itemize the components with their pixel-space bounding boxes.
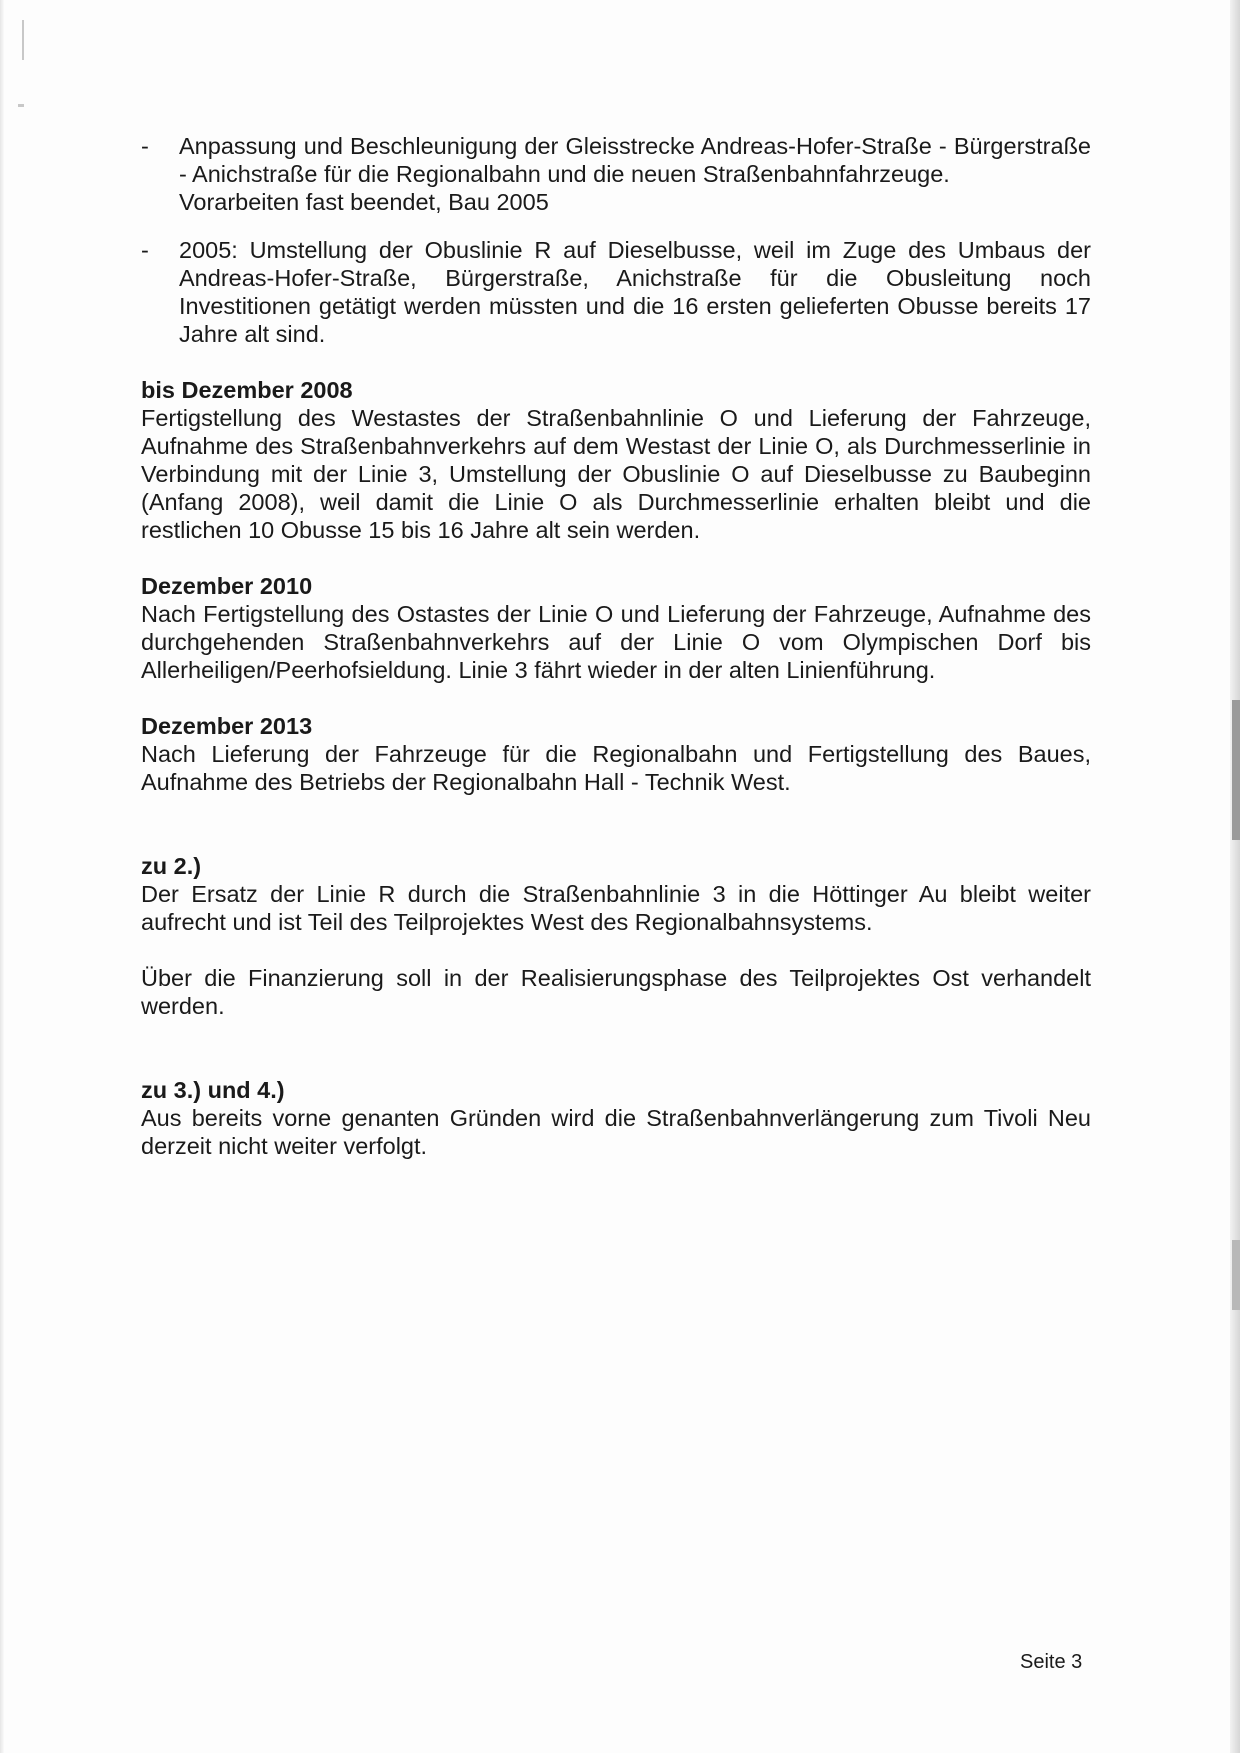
section-zu-2 xyxy=(141,852,1091,1020)
scan-shadow-band xyxy=(1232,1240,1240,1310)
bullet-text: 2005: Umstellung der Obuslinie R auf Dieselbusse, weil im Zuge des Umbaus der Andreas-Hofer-Straße, Bürgerstraße, Anichstraße für die Obusleitung noch Investitionen getätigt werden müssten und die 16 ersten gelieferten Obusse bereits 17 Jahre alt sind. xyxy=(179,237,1091,347)
section-paragraph: Fertigstellung des Westastes der Straßenbahnlinie O und Lieferung der Fahrzeuge, Aufnahme des Straßenbahnverkehrs auf dem Westast der Linie O, als Durchmesserlinie in Verbindung mit der Linie 3, Umstellung der Obuslinie O auf Dieselbusse zu Baubeginn (Anfang 2008), weil damit die Linie O als Durchmesserlinie erhalten bleibt und die restlichen 10 Obusse 15 bis 16 Jahre alt sein werden. xyxy=(141,405,1091,543)
scan-shadow-band xyxy=(1232,700,1240,840)
section-paragraph: Über die Finanzierung soll in der Realisierungsphase des Teilprojektes Ost verhandelt werden. xyxy=(141,965,1091,1019)
section-heading: zu 2.) xyxy=(141,853,202,879)
scan-mark xyxy=(18,104,24,107)
scan-mark xyxy=(22,20,24,60)
scan-edge-left xyxy=(0,0,4,1753)
document-body xyxy=(141,132,1091,1160)
bullet-item xyxy=(141,236,1091,348)
section-dezember-2008 xyxy=(141,376,1091,544)
bullet-text: Anpassung und Beschleunigung der Gleisstrecke Andreas-Hofer-Straße - Bürgerstraße - Anichstraße für die Regionalbahn und die neuen Straßenbahnfahrzeuge. xyxy=(179,133,1091,187)
section-heading: bis Dezember 2008 xyxy=(141,377,353,403)
section-paragraph: Aus bereits vorne genanten Gründen wird die Straßenbahnverlängerung zum Tivoli Neu derzeit nicht weiter verfolgt. xyxy=(141,1105,1091,1159)
section-heading: Dezember 2013 xyxy=(141,713,313,739)
section-heading: zu 3.) und 4.) xyxy=(141,1077,285,1103)
bullet-dash: - xyxy=(141,237,149,263)
section-zu-3-und-4 xyxy=(141,1076,1091,1160)
bullet-item xyxy=(141,132,1091,216)
scan-edge-right xyxy=(1230,0,1240,1753)
section-paragraph: Nach Fertigstellung des Ostastes der Linie O und Lieferung der Fahrzeuge, Aufnahme des durchgehenden Straßenbahnverkehrs auf der Linie O vom Olympischen Dorf bis Allerheiligen/Peerhofsieldung. Linie 3 fährt wieder in der alten Linienführung. xyxy=(141,601,1091,683)
section-paragraph: Der Ersatz der Linie R durch die Straßenbahnlinie 3 in die Höttinger Au bleibt weiter aufrecht und ist Teil des Teilprojektes West des Regionalbahnsystems. xyxy=(141,881,1091,935)
section-heading: Dezember 2010 xyxy=(141,573,313,599)
bullet-dash: - xyxy=(141,133,149,159)
bullet-note: Vorarbeiten fast beendet, Bau 2005 xyxy=(179,189,549,215)
section-dezember-2010 xyxy=(141,572,1091,684)
section-paragraph: Nach Lieferung der Fahrzeuge für die Regionalbahn und Fertigstellung des Baues, Aufnahme des Betriebs der Regionalbahn Hall - Technik West. xyxy=(141,741,1091,795)
section-dezember-2013 xyxy=(141,712,1091,796)
page-number: Seite 3 xyxy=(1020,1651,1083,1673)
